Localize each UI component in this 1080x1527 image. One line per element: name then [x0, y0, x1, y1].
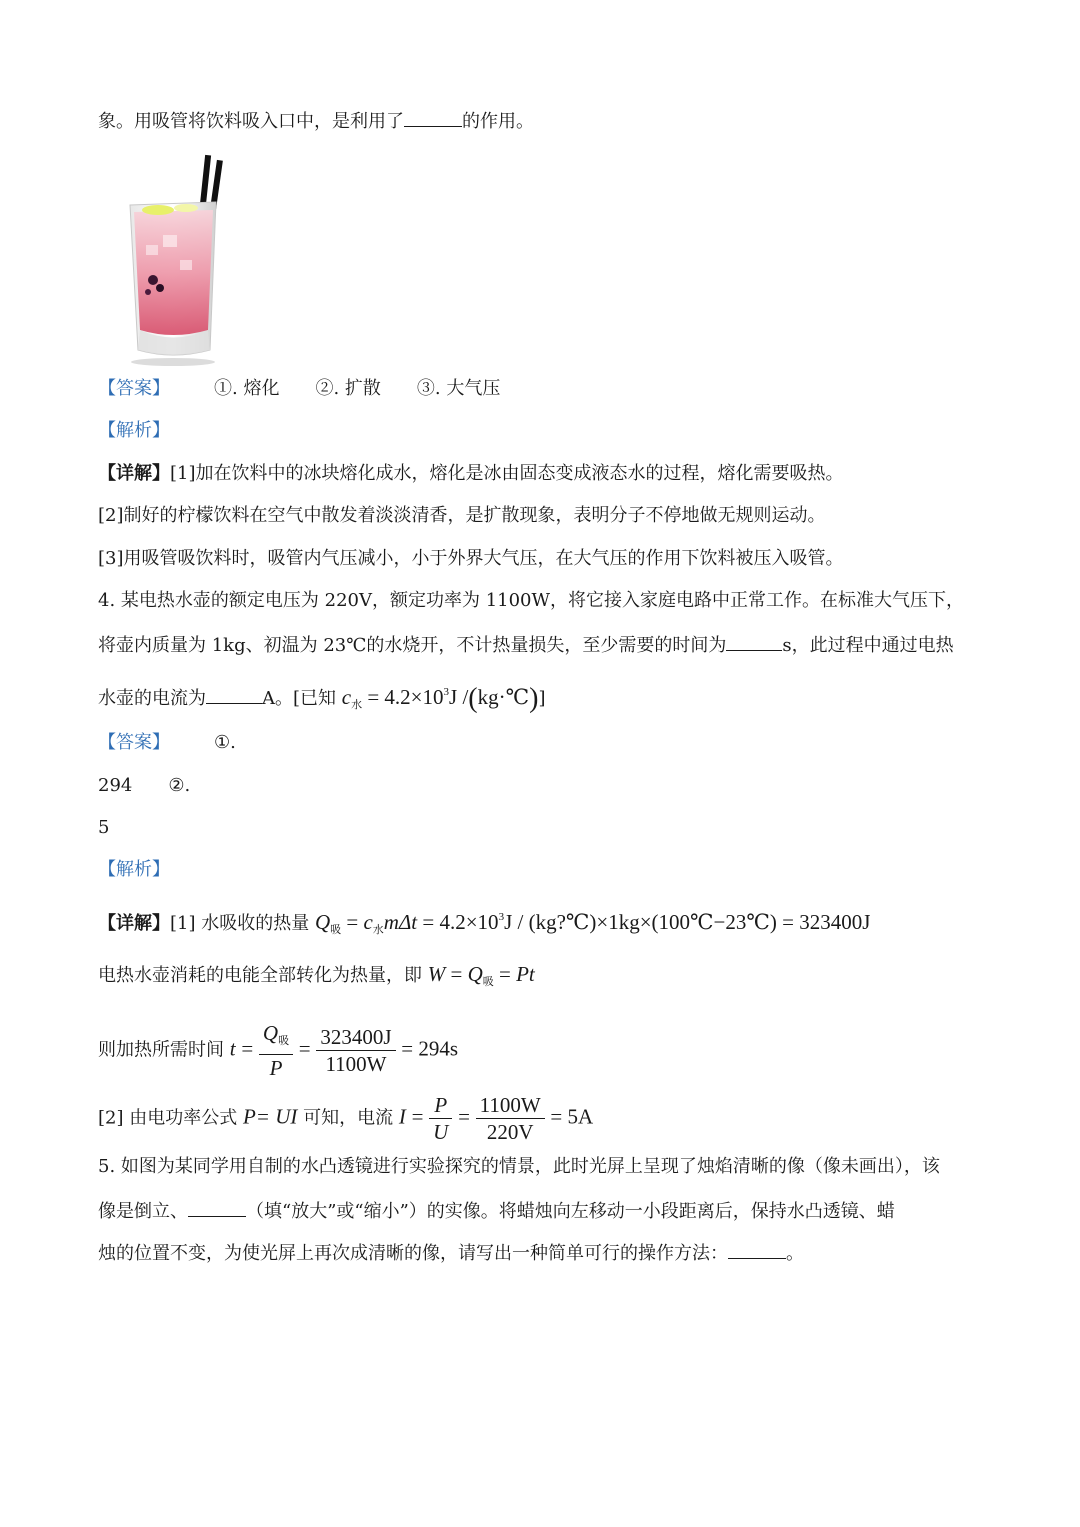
q3-detail-line-2 — [98, 504, 826, 528]
detail-text: [3]用吸管吸饮料时，吸管内气压减小，小于外界大气压，在大气压的作用下饮料被压入吸管。 — [98, 548, 844, 569]
answer-blank — [728, 1240, 786, 1259]
question-text: 5. 如图为某同学用自制的水凸透镜进行实验探究的情景，此时光屏上呈现了烛焰清晰的像（像未画出），该 — [98, 1156, 940, 1177]
lemonade-glass-image — [118, 150, 228, 368]
answer-blank — [404, 108, 462, 127]
answer-value-2: 5 — [98, 817, 110, 838]
fraction-p-over-u: $\frac{P}{U}$ — [429, 1092, 452, 1145]
q5-line-2 — [98, 1198, 895, 1224]
answer-tag: 【答案】 — [98, 732, 170, 753]
q3-answer-line — [98, 377, 500, 401]
question-text: 水壶的电流为 — [98, 688, 206, 709]
q3-detail-line-1 — [98, 462, 844, 486]
q4-line-2 — [98, 632, 954, 658]
q4-detail-line-2 — [98, 962, 535, 994]
analysis-tag: 【解析】 — [98, 420, 170, 441]
q4-detail-line-3: 则加热所需时间 t = $\frac{Q_吸}{P}$ = $\frac{323400J}{1100W}$ = 294s — [98, 1021, 459, 1080]
detail-text: [1]加在饮料中的冰块熔化成水，熔化是冰由固态变成液态水的过程，熔化需要吸热。 — [170, 463, 844, 484]
question-text: 像是倒立、 — [98, 1201, 188, 1222]
detail-text: [1] 水吸收的热量 — [170, 913, 310, 934]
answer-tag: 【答案】 — [98, 378, 170, 399]
answer-value-1: 294 — [98, 775, 133, 796]
question-text: 。 — [786, 1243, 804, 1264]
question-text: （填“放大”或“缩小”）的实像。将蜡烛向左移动一小段距离后，保持水凸透镜、蜡 — [246, 1201, 895, 1222]
question-text: 烛的位置不变，为使光屏上再次成清晰的像，请写出一种简单可行的操作方法： — [98, 1243, 728, 1264]
q3-tail-text: 象。用吸管将饮料吸入口中，是利用了 — [98, 111, 404, 132]
question-text: 4. 某电热水壶的额定电压为 220V，额定功率为 1100W，将它接入家庭电路中正常工作。在标准大气压下， — [98, 590, 964, 611]
answer-marker-2: ②. — [168, 775, 191, 796]
detail-tag: 【详解】 — [98, 463, 170, 484]
fraction-numeric-current: $\frac{1100W}{220V}$ — [476, 1092, 545, 1145]
detail-text: 电热水壶消耗的电能全部转化为热量，即 — [98, 965, 422, 986]
question-text: ] — [538, 688, 546, 709]
q4-detail-line-1 — [98, 905, 870, 942]
question-text: 将壶内质量为 1kg、初温为 23℃的水烧开，不计热量损失，至少需要的时间为 — [98, 635, 727, 656]
detail-text: [2]制好的柠檬饮料在空气中散发着淡淡清香，是扩散现象，表明分子不停地做无规则运动。 — [98, 505, 826, 526]
time-var: t — [229, 1036, 236, 1061]
time-result: = 294s — [401, 1036, 459, 1061]
answer-item-3: ③. 大气压 — [416, 378, 501, 399]
answer-blank — [188, 1198, 246, 1217]
analysis-tag: 【解析】 — [98, 859, 170, 880]
q5-line-3 — [98, 1240, 804, 1266]
q4-line-3 — [98, 680, 545, 717]
answer-blank — [206, 685, 262, 704]
question-text: A。[已知 — [262, 688, 337, 709]
energy-formula: $W = Q_吸 = Pt$ — [427, 962, 535, 988]
power-var: P — [242, 1104, 256, 1129]
q4-answer-value-line — [98, 774, 190, 798]
q4-answer-value-2 — [98, 816, 109, 840]
detail-text: [2] 由电功率公式 — [98, 1107, 238, 1129]
detail-text: 则加热所需时间 — [98, 1039, 224, 1061]
power-formula: = UI — [255, 1104, 298, 1129]
answer-item-2: ②. 扩散 — [315, 378, 381, 399]
q3-analysis-line — [98, 419, 170, 443]
current-var: I — [398, 1104, 406, 1129]
drink-glass-icon — [118, 150, 228, 368]
answer-marker-1: ①. — [214, 732, 236, 753]
q5-line-1 — [98, 1155, 940, 1179]
q4-detail-line-4: [2] 由电功率公式 P= UI 可知，电流 I = $\frac{P}{U}$ = $\frac{1100W}{220V}$ = 5A — [98, 1093, 594, 1144]
q3-tail-text-end: 的作用。 — [462, 111, 534, 132]
q3-tail-line — [98, 108, 534, 134]
heat-formula: $Q_吸 = c_水m\Delta t = 4.2\times 10^3J$ / (kg?℃)×1kg×(100℃−23℃) = 323400J — [314, 910, 871, 936]
answer-item-1: ①. 熔化 — [214, 378, 280, 399]
fraction-q-over-p: $\frac{Q_吸}{P}$ — [259, 1020, 293, 1081]
question-text: s，此过程中通过电热 — [782, 635, 954, 656]
current-result: = 5A — [550, 1104, 594, 1129]
q4-line-1 — [98, 589, 964, 613]
q3-detail-line-3 — [98, 547, 844, 571]
detail-text: 可知，电流 — [303, 1107, 394, 1129]
fraction-numeric-time: $\frac{323400J}{1100W}$ — [316, 1024, 395, 1077]
detail-tag: 【详解】 — [98, 913, 170, 934]
answer-blank — [726, 632, 782, 651]
specific-heat-formula: $c_水 = 4.2\times 10^3J$ /(kg·℃) — [341, 683, 539, 714]
q4-answer-line — [98, 731, 236, 755]
q4-analysis-line — [98, 858, 170, 882]
